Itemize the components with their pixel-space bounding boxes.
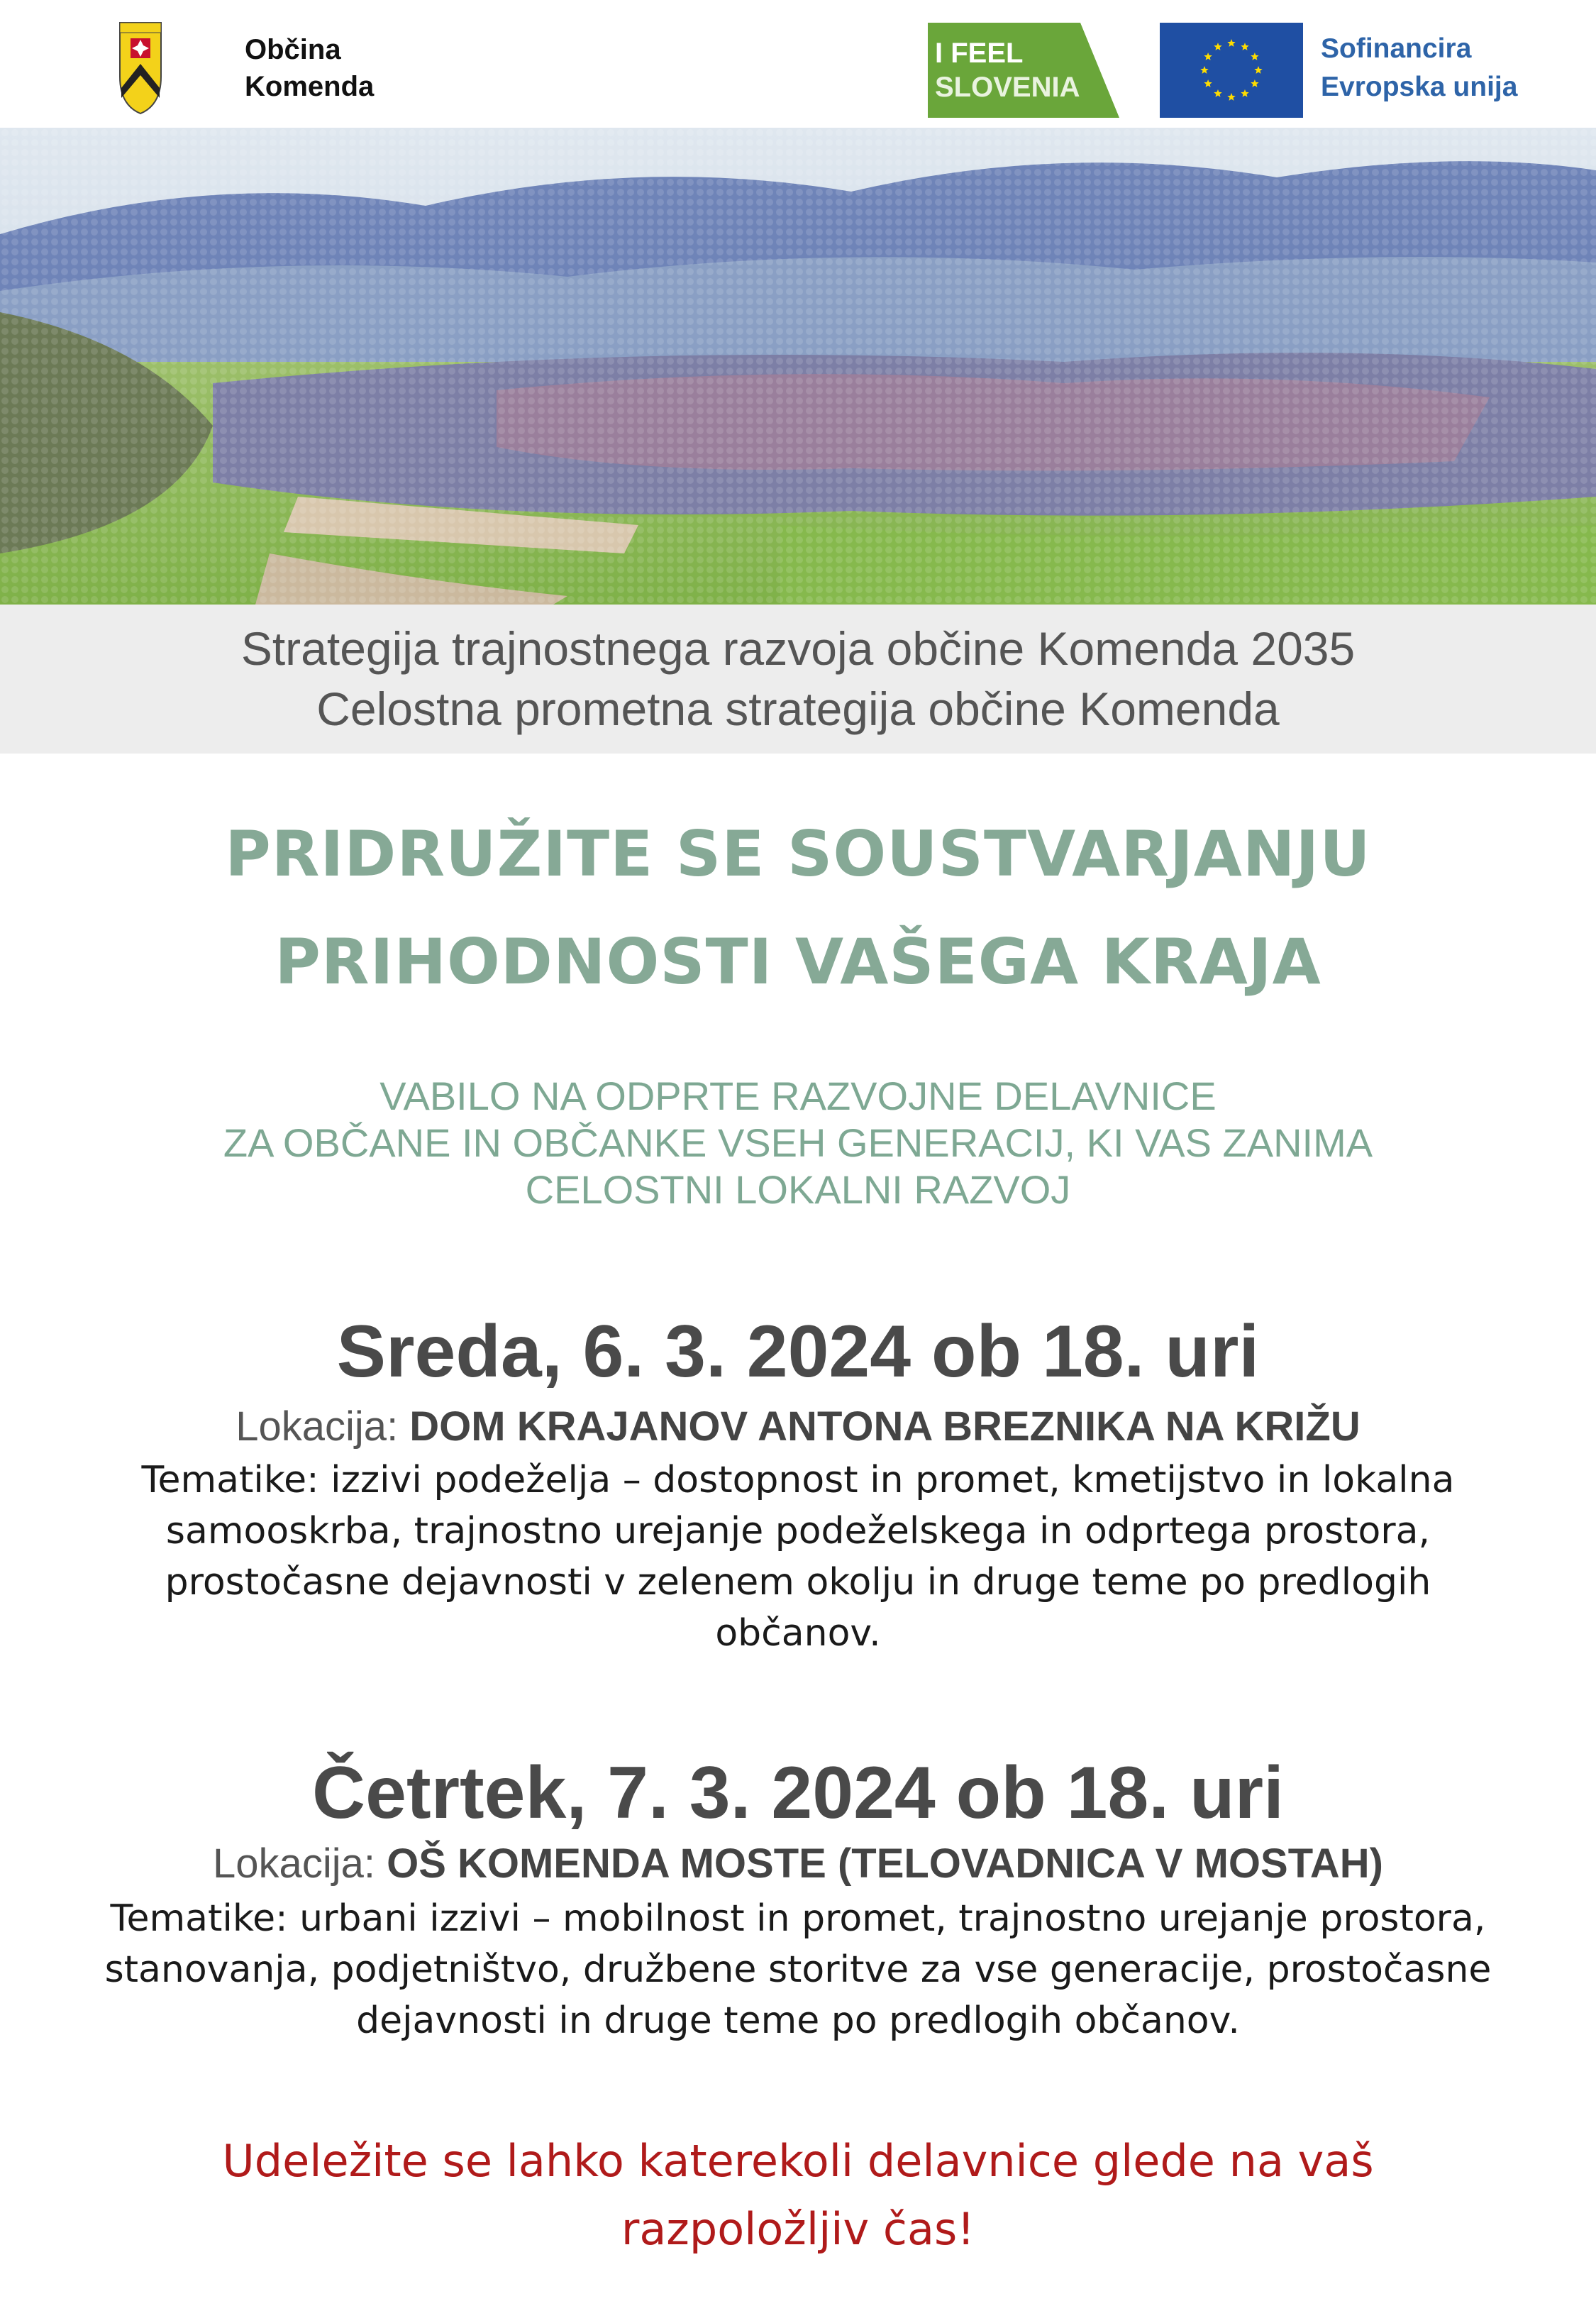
eu-cofinancing (1321, 30, 1517, 106)
eu-line2: Evropska unija (1321, 72, 1518, 102)
invite-line1: VABILO NA ODPRTE RAZVOJNE DELAVNICE (379, 1074, 1217, 1118)
event-2-location (0, 1839, 1596, 1889)
event-1-location-label: Lokacija: (235, 1403, 410, 1450)
event-2-topics (0, 1893, 1596, 2046)
event-2-date: Četrtek, 7. 3. 2024 ob 18. uri (312, 1752, 1284, 1834)
event-1-date: Sreda, 6. 3. 2024 ob 18. uri (336, 1311, 1260, 1393)
header (0, 0, 1596, 128)
event-2-topics-line2: stanovanja, podjetništvo, družbene storitve za vse generacije, prostočasne (104, 1948, 1492, 1991)
event-1-topics-line4: občanov. (715, 1612, 881, 1655)
komenda-coat-of-arms-icon (117, 20, 164, 116)
headline-line1: PRIDRUŽITE SE SOUSTVARJANJU (225, 817, 1371, 890)
ifeel-line2: SLOVENIA (935, 72, 1080, 103)
i-feel-slovenia-logo (928, 23, 1119, 118)
invite-line2: ZA OBČANE IN OBČANKE VSEH GENERACIJ, KI VAS ZANIMA (223, 1120, 1373, 1165)
municipality-line1: Občina (245, 34, 341, 65)
attendance-line2: razpoložljiv čas! (621, 2203, 975, 2255)
invite-line3: CELOSTNI LOKALNI RAZVOJ (525, 1167, 1071, 1212)
strategy-title-1: Strategija trajnostnega razvoja občine Komenda 2035 (240, 622, 1356, 675)
strategy-band (0, 605, 1596, 754)
attendance-line1: Udeležite se lahko katerekoli delavnice glede na vaš (222, 2135, 1374, 2187)
strategy-title-2: Celostna prometna strategija občine Komenda (316, 683, 1280, 735)
event-2-location-name: OŠ KOMENDA MOSTE (TELOVADNICA V MOSTAH) (387, 1841, 1383, 1887)
event-2-topics-line1: Tematike: urbani izzivi – mobilnost in promet, trajnostno urejanje prostora, (110, 1897, 1486, 1940)
event-1-topics (0, 1455, 1596, 1659)
municipality-line2: Komenda (245, 71, 375, 102)
invitation (0, 1073, 1596, 1213)
eu-line1: Sofinancira (1321, 33, 1472, 64)
headline (0, 800, 1596, 1016)
event-2-location-label: Lokacija: (213, 1841, 387, 1887)
event-1-topics-line3: prostočasne dejavnosti v zelenem okolju in druge teme po predlogih (165, 1561, 1431, 1604)
event-1-topics-line2: samooskrba, trajnostno urejanje podeželskega in odprtega prostora, (165, 1510, 1431, 1552)
event-1-location-name: DOM KRAJANOV ANTONA BREZNIKA NA KRIŽU (409, 1403, 1361, 1450)
event-1-topics-line1: Tematike: izzivi podeželja – dostopnost in promet, kmetijstvo in lokalna (141, 1459, 1455, 1501)
event-2-topics-line3: dejavnosti in druge teme po predlogih občanov. (356, 1999, 1240, 2042)
eu-flag-icon (1160, 23, 1303, 118)
ifeel-line1: I FEEL (935, 38, 1024, 69)
attendance-note (0, 2127, 1596, 2263)
headline-line2: PRIHODNOSTI VAŠEGA KRAJA (275, 925, 1321, 998)
municipality-name (245, 31, 374, 105)
landscape-mosaic-image (0, 128, 1596, 605)
event-1-location (0, 1402, 1596, 1452)
